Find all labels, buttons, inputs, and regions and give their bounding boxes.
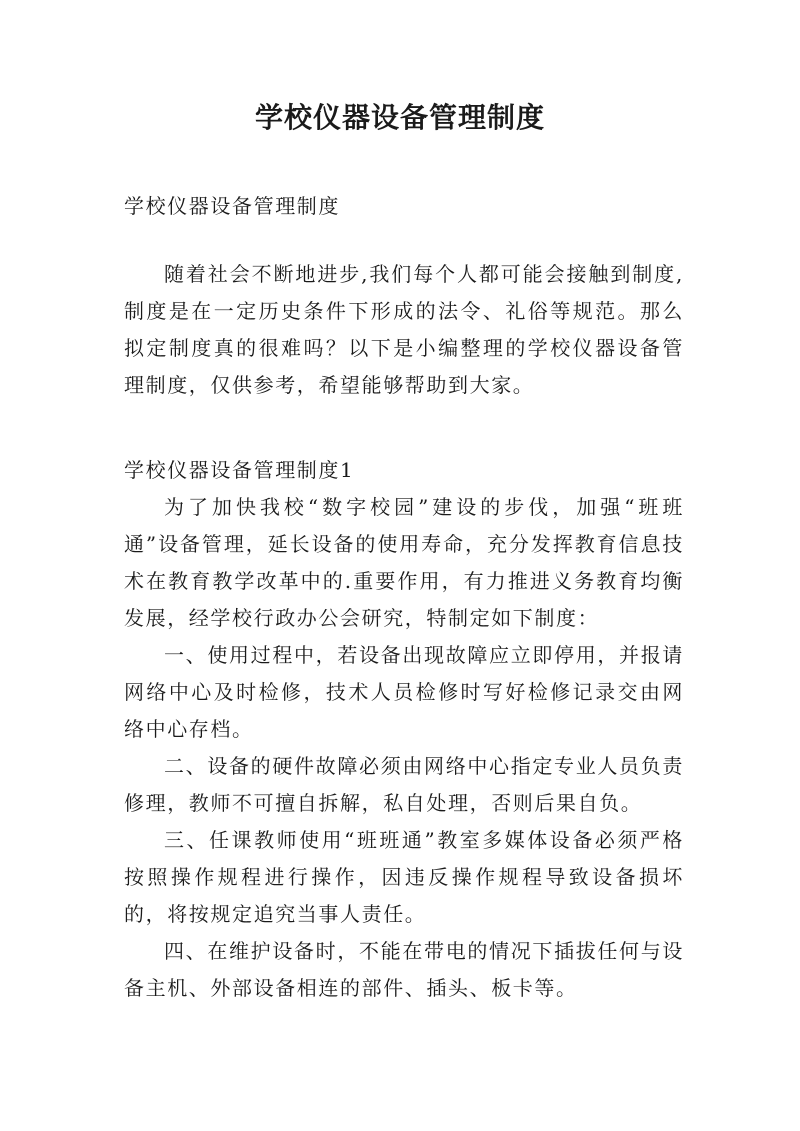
document-subtitle — [124, 188, 684, 225]
section-1-paragraph: 一、使用过程中，若设备出现故障应立即停用，并报请网络中心及时检修，技术人员检修时写好检修记录交由网络中心存档。 — [124, 643, 684, 741]
intro-paragraph: 随着社会不断地进步,我们每个人都可能会接触到制度,制度是在一定历史条件下形成的法令、礼俗等规范。那么拟定制度真的很难吗？以下是小编整理的学校仪器设备管理制度，仅供参考，希望能够帮助到大家。 — [124, 262, 684, 397]
section-1-paragraph: 四、在维护设备时，不能在带电的情况下插拔任何与设备主机、外部设备相连的部件、插头、板卡等。 — [124, 939, 684, 1000]
subtitle-text: 学校仪器设备管理制度 — [124, 194, 340, 218]
section-1-paragraph: 为了加快我校“数字校园”建设的步伐，加强“班班通”设备管理，延长设备的使用寿命，充分发挥教育信息技术在教育教学改革中的.重要作用，有力推进义务教育均衡发展，经学校行政办公会研究，特制定如下制度： — [124, 495, 684, 630]
document-title: 学校仪器设备管理制度 — [254, 101, 545, 134]
section-1-paragraph: 三、任课教师使用“班班通”教室多媒体设备必须严格按照操作规程进行操作，因违反操作规程导致设备损坏的，将按规定追究当事人责任。 — [124, 828, 684, 926]
intro-block — [124, 256, 684, 404]
section-1-paragraph: 二、设备的硬件故障必须由网络中心指定专业人员负责修理，教师不可擅自拆解，私自处理，否则后果自负。 — [124, 754, 684, 815]
section-1 — [124, 452, 684, 1007]
section-1-heading: 学校仪器设备管理制度1 — [124, 458, 355, 482]
